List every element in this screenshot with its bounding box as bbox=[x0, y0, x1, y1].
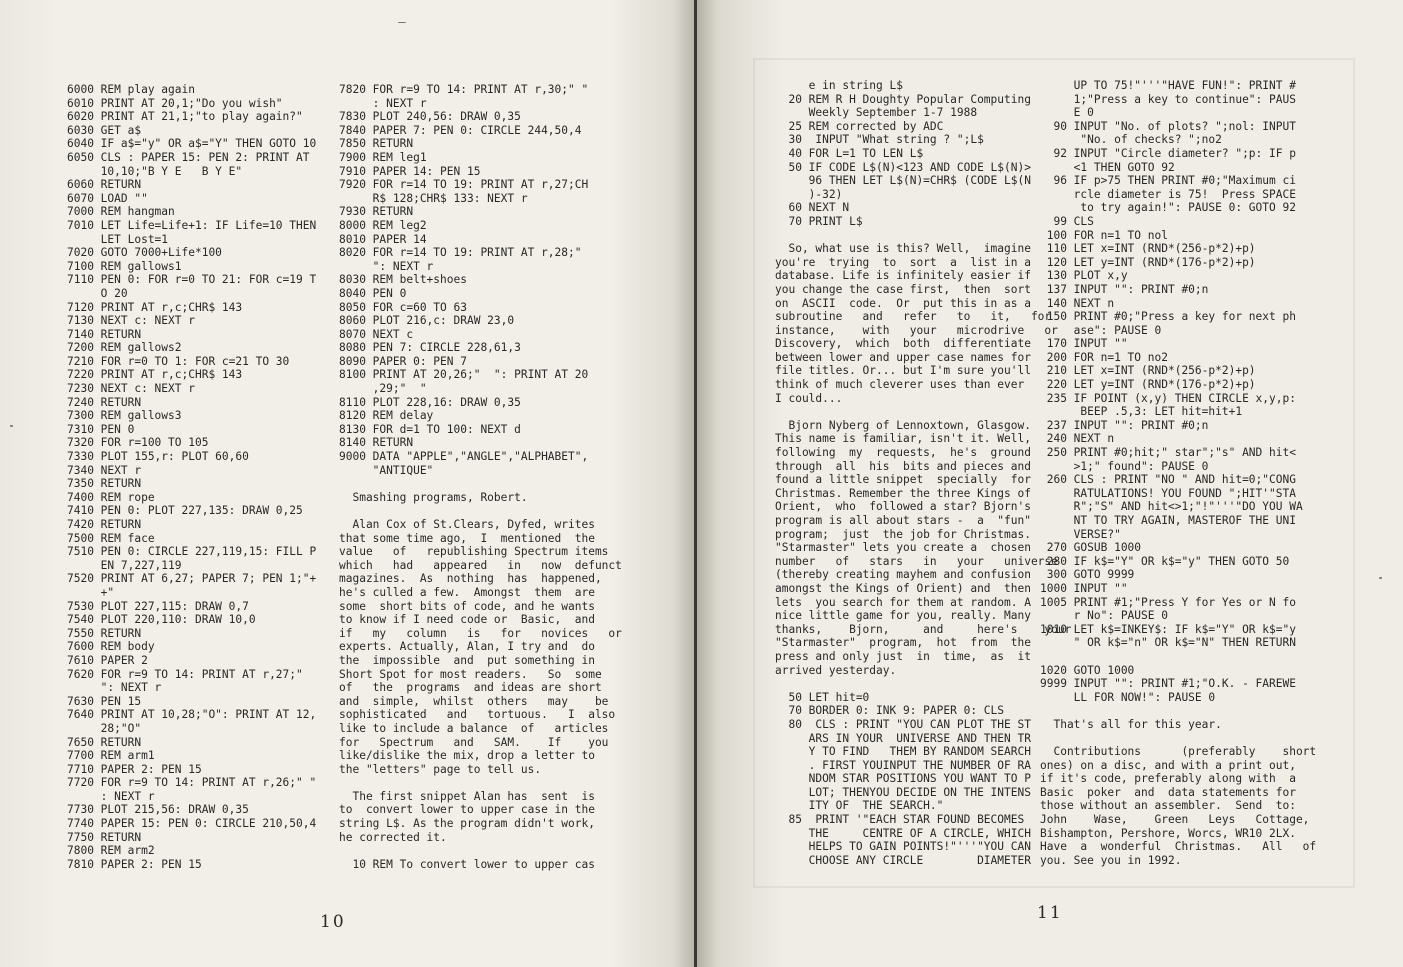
text-line: "ANTIQUE" bbox=[339, 463, 434, 477]
text-line: 170 INPUT "" bbox=[1040, 337, 1128, 351]
text-line: Basic poker and data statements for bbox=[1040, 785, 1296, 799]
text-line: thanks, Bjorn, and here's your bbox=[775, 622, 1072, 636]
text-line: This name is familiar, isn't it. Well, bbox=[775, 432, 1031, 446]
text-line: 99 CLS bbox=[1040, 214, 1094, 228]
text-line: RATULATIONS! YOU FOUND ";HIT'"STA bbox=[1040, 486, 1296, 500]
text-line: Christmas. Remember the three Kings of bbox=[775, 486, 1031, 500]
text-line: he's culled a few. Amongst them are bbox=[339, 585, 595, 599]
text-line: . FIRST YOUINPUT THE NUMBER OF RA bbox=[775, 758, 1031, 772]
text-line: 50 LET hit=0 bbox=[775, 690, 870, 704]
text-line: like to include a balance of articles bbox=[339, 721, 609, 735]
text-line: 130 PLOT x,y bbox=[1040, 269, 1128, 283]
text-line: following my requests, he's ground bbox=[775, 446, 1031, 460]
text-line: 110 LET x=INT (RND*(256-p*2)+p) bbox=[1040, 242, 1256, 256]
text-line: 8000 REM leg2 bbox=[339, 218, 427, 232]
text-line: <1 THEN GOTO 92 bbox=[1040, 160, 1175, 174]
text-line: 220 LET y=INT (RND*(176-p*2)+p) bbox=[1040, 378, 1256, 392]
text-line bbox=[1040, 704, 1330, 718]
text-line: The first snippet Alan has sent is bbox=[339, 789, 595, 803]
text-line: 7830 PLOT 240,56: DRAW 0,35 bbox=[339, 110, 521, 124]
text-line: 7540 PLOT 220,110: DRAW 10,0 bbox=[67, 613, 256, 627]
text-line: E 0 bbox=[1040, 106, 1094, 120]
text-line: 7210 FOR r=0 TO 1: FOR c=21 TO 30 bbox=[67, 354, 290, 368]
text-line: 120 LET y=INT (RND*(176-p*2)+p) bbox=[1040, 255, 1256, 269]
text-line: those without an assembler. Send to: bbox=[1040, 799, 1296, 813]
text-line: 100 FOR n=1 TO nol bbox=[1040, 228, 1168, 242]
text-line bbox=[1040, 650, 1330, 664]
text-line: found a little snippet specially for bbox=[775, 473, 1031, 487]
text-line: )-32) bbox=[775, 187, 843, 201]
text-line: 6010 PRINT AT 20,1;"Do you wish" bbox=[67, 96, 283, 110]
text-line: 7630 PEN 15 bbox=[67, 694, 142, 708]
text-line: 7720 FOR r=9 TO 14: PRINT AT r,26;" " bbox=[67, 776, 317, 790]
text-line: "Starmaster" lets you create a chosen bbox=[775, 541, 1031, 555]
text-line: 7650 RETURN bbox=[67, 735, 142, 749]
text-line: 70 PRINT L$ bbox=[775, 214, 863, 228]
text-line: 96 IF p>75 THEN PRINT #0;"Maximum ci bbox=[1040, 174, 1296, 188]
text-line: 6060 RETURN bbox=[67, 178, 142, 192]
text-line: 10 REM To convert lower to upper cas bbox=[339, 857, 595, 871]
text-line: between lower and upper case names for bbox=[775, 350, 1031, 364]
text-line: 7810 PAPER 2: PEN 15 bbox=[67, 857, 202, 871]
text-line: sophisticated and tortuous. I also bbox=[339, 708, 616, 722]
text-line: 1;"Press a key to continue": PAUS bbox=[1040, 92, 1296, 106]
text-line: 7000 REM hangman bbox=[67, 205, 175, 219]
text-line: to try again!": PAUSE 0: GOTO 92 bbox=[1040, 201, 1296, 215]
text-line: 50 IF CODE L$(N)<123 AND CODE L$(N)> bbox=[775, 160, 1031, 174]
text-line: 7010 LET Life=Life+1: IF Life=10 THEN bbox=[67, 218, 317, 232]
text-line: Discovery, which both differentiate bbox=[775, 337, 1031, 351]
paper-speck bbox=[10, 425, 13, 427]
text-line: 9000 DATA "APPLE","ANGLE","ALPHABET", bbox=[339, 450, 589, 464]
text-line: 10,10;"B Y E B Y E" bbox=[67, 164, 243, 178]
text-line: of the programs and ideas are short bbox=[339, 681, 602, 695]
text-line: 9999 INPUT "": PRINT #1;"O.K. - FAREWE bbox=[1040, 677, 1296, 691]
text-line: you. See you in 1992. bbox=[1040, 853, 1182, 867]
text-line: amongst the Kings of Orient) and then bbox=[775, 581, 1031, 595]
text-line: 140 NEXT n bbox=[1040, 296, 1115, 310]
text-line: 7520 PRINT AT 6,27; PAPER 7; PEN 1;"+ bbox=[67, 572, 317, 586]
text-line bbox=[1040, 732, 1330, 746]
text-line: 8020 FOR r=14 TO 19: PRINT AT r,28;" bbox=[339, 246, 582, 260]
text-line: 7710 PAPER 2: PEN 15 bbox=[67, 762, 202, 776]
text-line: 6020 PRINT AT 21,1;"to play again?" bbox=[67, 110, 303, 124]
text-line: 8050 FOR c=60 TO 63 bbox=[339, 300, 467, 314]
text-line: file titles. Or... but I'm sure you'll bbox=[775, 364, 1031, 378]
text-line: ITY OF THE SEARCH." bbox=[775, 799, 944, 813]
text-line: 8140 RETURN bbox=[339, 436, 414, 450]
text-line: 7550 RETURN bbox=[67, 626, 142, 640]
text-line: THE CENTRE OF A CIRCLE, WHICH bbox=[775, 826, 1031, 840]
text-line: 80 CLS : PRINT "YOU CAN PLOT THE ST bbox=[775, 717, 1031, 731]
text-line: UP TO 75!"'''"HAVE FUN!": PRINT # bbox=[1040, 79, 1296, 92]
text-line: 7310 PEN 0 bbox=[67, 422, 135, 436]
text-line: experts. Actually, Alan, I try and do bbox=[339, 640, 595, 654]
text-line: 8090 PAPER 0: PEN 7 bbox=[339, 354, 467, 368]
text-line: r No": PAUSE 0 bbox=[1040, 609, 1168, 623]
text-line: 7840 PAPER 7: PEN 0: CIRCLE 244,50,4 bbox=[339, 123, 582, 137]
text-line: if it's code, preferably along with a bbox=[1040, 772, 1296, 786]
text-line: Bjorn Nyberg of Lennoxtown, Glasgow. bbox=[775, 418, 1031, 432]
text-line: instance, with your microdrive or bbox=[775, 323, 1058, 337]
text-line: 7230 NEXT c: NEXT r bbox=[67, 382, 195, 396]
text-line: press and only just in time, as it bbox=[775, 649, 1031, 663]
text-line: 8070 NEXT c bbox=[339, 327, 414, 341]
text-line: like/dislike the mix, drop a letter to bbox=[339, 749, 595, 763]
text-line: 7130 NEXT c: NEXT r bbox=[67, 314, 195, 328]
text-line: 7410 PEN 0: PLOT 227,135: DRAW 0,25 bbox=[67, 504, 303, 518]
text-line: 210 LET x=INT (RND*(256-p*2)+p) bbox=[1040, 364, 1256, 378]
text-line: 8010 PAPER 14 bbox=[339, 232, 427, 246]
page-number-right: 11 bbox=[1037, 903, 1063, 923]
text-line: 137 INPUT "": PRINT #0;n bbox=[1040, 282, 1209, 296]
text-line: 7930 RETURN bbox=[339, 205, 414, 219]
text-line: 7900 REM leg1 bbox=[339, 150, 427, 164]
text-line: 7750 RETURN bbox=[67, 830, 142, 844]
left-column-1 bbox=[67, 83, 339, 871]
text-line: ,29;" " bbox=[339, 382, 427, 396]
text-line: 7730 PLOT 215,56: DRAW 0,35 bbox=[67, 803, 249, 817]
text-line: 7510 PEN 0: CIRCLE 227,119,15: FILL P bbox=[67, 545, 317, 559]
text-line: 7350 RETURN bbox=[67, 477, 142, 491]
text-line: Contributions (preferably short bbox=[1040, 745, 1317, 759]
text-line bbox=[339, 477, 611, 491]
text-line: and simple, whilst others may be bbox=[339, 694, 609, 708]
text-line: 8100 PRINT AT 20,26;" ": PRINT AT 20 bbox=[339, 368, 589, 382]
left-column-2 bbox=[339, 83, 622, 871]
text-line: ase": PAUSE 0 bbox=[1040, 323, 1162, 337]
text-line: 6040 IF a$="y" OR a$="Y" THEN GOTO 10 bbox=[67, 137, 317, 151]
text-line: magazines. As nothing has happened, bbox=[339, 572, 602, 586]
text-line: 8060 PLOT 216,c: DRAW 23,0 bbox=[339, 314, 515, 328]
text-line: 20 REM R H Doughty Popular Computing bbox=[775, 92, 1031, 106]
text-line: ARS IN YOUR UNIVERSE AND THEN TR bbox=[775, 731, 1031, 745]
text-line: 7120 PRINT AT r,c;CHR$ 143 bbox=[67, 300, 243, 314]
text-line: NDOM STAR POSITIONS YOU WANT TO P bbox=[775, 772, 1031, 786]
text-line: 7220 PRINT AT r,c;CHR$ 143 bbox=[67, 368, 243, 382]
text-line: 7100 REM gallows1 bbox=[67, 259, 182, 273]
text-line: 85 PRINT '"EACH STAR FOUND BECOMES bbox=[775, 813, 1025, 827]
text-line: 92 INPUT "Circle diameter? ";p: IF p bbox=[1040, 146, 1296, 160]
text-line: 8120 REM delay bbox=[339, 409, 434, 423]
text-line: "No. of checks? ";no2 bbox=[1040, 133, 1222, 147]
text-line: which had appeared in now defunct bbox=[339, 558, 622, 572]
text-line: 8080 PEN 7: CIRCLE 228,61,3 bbox=[339, 341, 521, 355]
text-line bbox=[775, 405, 1053, 419]
text-line: 7140 RETURN bbox=[67, 327, 142, 341]
text-line: 8110 PLOT 228,16: DRAW 0,35 bbox=[339, 395, 521, 409]
page-number-left: 10 bbox=[320, 912, 346, 932]
text-line: 40 FOR L=1 TO LEN L$ bbox=[775, 146, 924, 160]
text-line: 270 GOSUB 1000 bbox=[1040, 541, 1142, 555]
text-line: 260 CLS : PRINT "NO " AND hit=0;"CONG bbox=[1040, 473, 1296, 487]
text-line bbox=[339, 776, 611, 790]
text-line: (thereby creating mayhem and confusion bbox=[775, 568, 1031, 582]
text-line: 70 BORDER 0: INK 9: PAPER 0: CLS bbox=[775, 704, 1005, 718]
text-line: on ASCII code. Or put this in as a bbox=[775, 296, 1031, 310]
text-line: 235 IF POINT (x,y) THEN CIRCLE x,y,p: bbox=[1040, 391, 1296, 405]
text-line: EN 7,227,119 bbox=[67, 558, 182, 572]
text-line: 7400 REM rope bbox=[67, 490, 155, 504]
text-line: BEEP .5,3: LET hit=hit+1 bbox=[1040, 405, 1243, 419]
text-line: 7910 PAPER 14: PEN 15 bbox=[339, 164, 481, 178]
text-line: 6000 REM play again bbox=[67, 83, 195, 96]
text-line: for Spectrum and SAM. If you bbox=[339, 735, 609, 749]
text-line: subroutine and refer to it, for bbox=[775, 310, 1052, 324]
text-line: 7330 PLOT 155,r: PLOT 60,60 bbox=[67, 450, 249, 464]
text-line: LET Lost=1 bbox=[67, 232, 169, 246]
text-line: : NEXT r bbox=[339, 96, 427, 110]
text-line: 7420 RETURN bbox=[67, 518, 142, 531]
text-line: That's all for this year. bbox=[1040, 717, 1222, 731]
text-line bbox=[775, 229, 1053, 243]
paper-speck bbox=[1379, 577, 1382, 579]
text-line: 90 INPUT "No. of plots? ";nol: INPUT bbox=[1040, 119, 1296, 133]
text-line: the impossible and put something in bbox=[339, 653, 595, 667]
text-line: : NEXT r bbox=[67, 789, 155, 803]
text-line: Orient, who followed a star? Bjorn's bbox=[775, 500, 1031, 514]
text-line: +" bbox=[67, 585, 115, 599]
text-line: I could... bbox=[775, 391, 843, 405]
text-line: Short Spot for most readers. So some bbox=[339, 667, 602, 681]
text-line bbox=[775, 677, 1053, 691]
text-line: 7700 REM arm1 bbox=[67, 749, 155, 763]
text-line: R";"S" AND hit<>1;"!"'''"DO YOU WA bbox=[1040, 500, 1303, 514]
text-line: 7610 PAPER 2 bbox=[67, 653, 148, 667]
text-line: 7920 FOR r=14 TO 19: PRINT AT r,27;CH bbox=[339, 178, 589, 192]
text-line: HELPS TO GAIN POINTS!"'''"YOU CAN bbox=[775, 840, 1031, 854]
text-line: the "letters" page to tell us. bbox=[339, 762, 542, 776]
text-line: 8040 PEN 0 bbox=[339, 286, 407, 300]
text-line: Alan Cox of St.Clears, Dyfed, writes bbox=[339, 518, 595, 531]
text-line: you change the case first, then sort bbox=[775, 282, 1031, 296]
text-line: 7020 GOTO 7000+Life*100 bbox=[67, 246, 222, 260]
text-line: Weekly September 1-7 1988 bbox=[775, 106, 978, 120]
text-line: 7620 FOR r=9 TO 14: PRINT AT r,27;" bbox=[67, 667, 303, 681]
paper-speck bbox=[398, 22, 406, 23]
text-line: 7820 FOR r=9 TO 14: PRINT AT r,30;" " bbox=[339, 83, 589, 96]
left-page bbox=[0, 0, 694, 967]
text-line: ones) on a disc, and with a print out, bbox=[1040, 758, 1296, 772]
text-line: to convert lower to upper case in the bbox=[339, 803, 595, 817]
text-line: nice little game for you, really. Many bbox=[775, 609, 1031, 623]
text-line: 7640 PRINT AT 10,28;"O": PRINT AT 12, bbox=[67, 708, 317, 722]
text-line: 7300 REM gallows3 bbox=[67, 409, 182, 423]
text-line: Bishampton, Pershore, Worcs, WR10 2LX. bbox=[1040, 826, 1296, 840]
text-line: >1;" found": PAUSE 0 bbox=[1040, 459, 1209, 473]
text-line: that some time ago, I mentioned the bbox=[339, 531, 595, 545]
text-line: 280 IF k$="Y" OR k$="y" THEN GOTO 50 bbox=[1040, 554, 1290, 568]
text-line: 6070 LOAD "" bbox=[67, 191, 148, 205]
text-line: 300 GOTO 9999 bbox=[1040, 568, 1135, 582]
text-line: Have a wonderful Christmas. All of bbox=[1040, 840, 1317, 854]
text-line: 250 PRINT #0;hit;" star";"s" AND hit< bbox=[1040, 446, 1296, 460]
text-line: value of republishing Spectrum items bbox=[339, 545, 609, 559]
text-line: 96 THEN LET L$(N)=CHR$ (CODE L$(N bbox=[775, 174, 1031, 188]
text-line: 1020 GOTO 1000 bbox=[1040, 663, 1135, 677]
text-line: some short bits of code, and he wants bbox=[339, 599, 595, 613]
text-line: Smashing programs, Robert. bbox=[339, 490, 528, 504]
text-line: you're trying to sort a list in a bbox=[775, 255, 1031, 269]
text-line bbox=[339, 844, 611, 858]
text-line: 200 FOR n=1 TO no2 bbox=[1040, 350, 1168, 364]
text-line: database. Life is infinitely easier if bbox=[775, 269, 1031, 283]
text-line: 150 PRINT #0;"Press a key for next ph bbox=[1040, 310, 1296, 324]
text-line: VERSE?" bbox=[1040, 527, 1121, 541]
text-line: 30 INPUT "What string ? ";L$ bbox=[775, 133, 984, 147]
text-line: 25 REM corrected by ADC bbox=[775, 119, 944, 133]
text-line: lets you search for them at random. A bbox=[775, 595, 1031, 609]
text-line: 7530 PLOT 227,115: DRAW 0,7 bbox=[67, 599, 249, 613]
text-line: 7320 FOR r=100 TO 105 bbox=[67, 436, 209, 450]
text-line: program; just the job for Christmas. bbox=[775, 527, 1031, 541]
text-line: arrived yesterday. bbox=[775, 663, 897, 677]
right-column-2 bbox=[1040, 79, 1330, 867]
text-line: 7200 REM gallows2 bbox=[67, 341, 182, 355]
text-line: string L$. As the program didn't work, bbox=[339, 817, 595, 831]
text-line: So, what use is this? Well, imagine bbox=[775, 242, 1031, 256]
text-line: if my column is for novices or bbox=[339, 626, 622, 640]
text-line: CHOOSE ANY CIRCLE DIAMETER bbox=[775, 853, 1031, 867]
text-line: ": NEXT r bbox=[339, 259, 434, 273]
text-line: LOT; THENYOU DECIDE ON THE INTENS bbox=[775, 785, 1031, 799]
text-line: 1000 INPUT "" bbox=[1040, 581, 1128, 595]
text-line: 1010 LET k$=INKEY$: IF k$="Y" OR k$="y bbox=[1040, 622, 1296, 636]
text-line: R$ 128;CHR$ 133: NEXT r bbox=[339, 191, 528, 205]
text-line: 6050 CLS : PAPER 15: PEN 2: PRINT AT bbox=[67, 150, 310, 164]
text-line: NT TO TRY AGAIN, MASTEROF THE UNI bbox=[1040, 514, 1296, 527]
text-line: 7110 PEN 0: FOR r=0 TO 21: FOR c=19 T bbox=[67, 273, 317, 287]
text-line: 60 NEXT N bbox=[775, 201, 850, 215]
text-line: O 20 bbox=[67, 286, 128, 300]
text-line: 7500 REM face bbox=[67, 531, 155, 545]
text-line: 1005 PRINT #1;"Press Y for Yes or N fo bbox=[1040, 595, 1296, 609]
text-line: LL FOR NOW!": PAUSE 0 bbox=[1040, 690, 1216, 704]
text-line: ": NEXT r bbox=[67, 681, 162, 695]
text-line: 6030 GET a$ bbox=[67, 123, 142, 137]
text-line: 7740 PAPER 15: PEN 0: CIRCLE 210,50,4 bbox=[67, 817, 317, 831]
text-line: 240 NEXT n bbox=[1040, 432, 1115, 446]
text-line bbox=[339, 504, 611, 518]
text-line: 237 INPUT "": PRINT #0;n bbox=[1040, 418, 1209, 432]
text-line: 7850 RETURN bbox=[339, 137, 414, 151]
text-line: think of much cleverer uses than ever bbox=[775, 378, 1025, 392]
text-line: e in string L$ bbox=[775, 79, 903, 92]
text-line: 7240 RETURN bbox=[67, 395, 142, 409]
text-line: 7340 NEXT r bbox=[67, 463, 142, 477]
text-line: 7800 REM arm2 bbox=[67, 844, 155, 858]
text-line: program is all about stars - a "fun" bbox=[775, 514, 1031, 527]
text-line: John Wase, Green Leys Cottage, bbox=[1040, 813, 1310, 827]
text-line: to know if I need code or Basic, and bbox=[339, 613, 595, 627]
text-line: 7600 REM body bbox=[67, 640, 155, 654]
text-line: " OR k$="n" OR k$="N" THEN RETURN bbox=[1040, 636, 1296, 650]
text-line: he corrected it. bbox=[339, 830, 447, 844]
text-line: "Starmaster" program, hot from the bbox=[775, 636, 1031, 650]
text-line: 28;"O" bbox=[67, 721, 142, 735]
text-line: 8130 FOR d=1 TO 100: NEXT d bbox=[339, 422, 521, 436]
text-line: rcle diameter is 75! Press SPACE bbox=[1040, 187, 1296, 201]
text-line: number of stars in your universe bbox=[775, 554, 1058, 568]
text-line: through all his bits and pieces and bbox=[775, 459, 1031, 473]
text-line: 8030 REM belt+shoes bbox=[339, 273, 467, 287]
text-line: Y TO FIND THEM BY RANDOM SEARCH bbox=[775, 745, 1031, 759]
